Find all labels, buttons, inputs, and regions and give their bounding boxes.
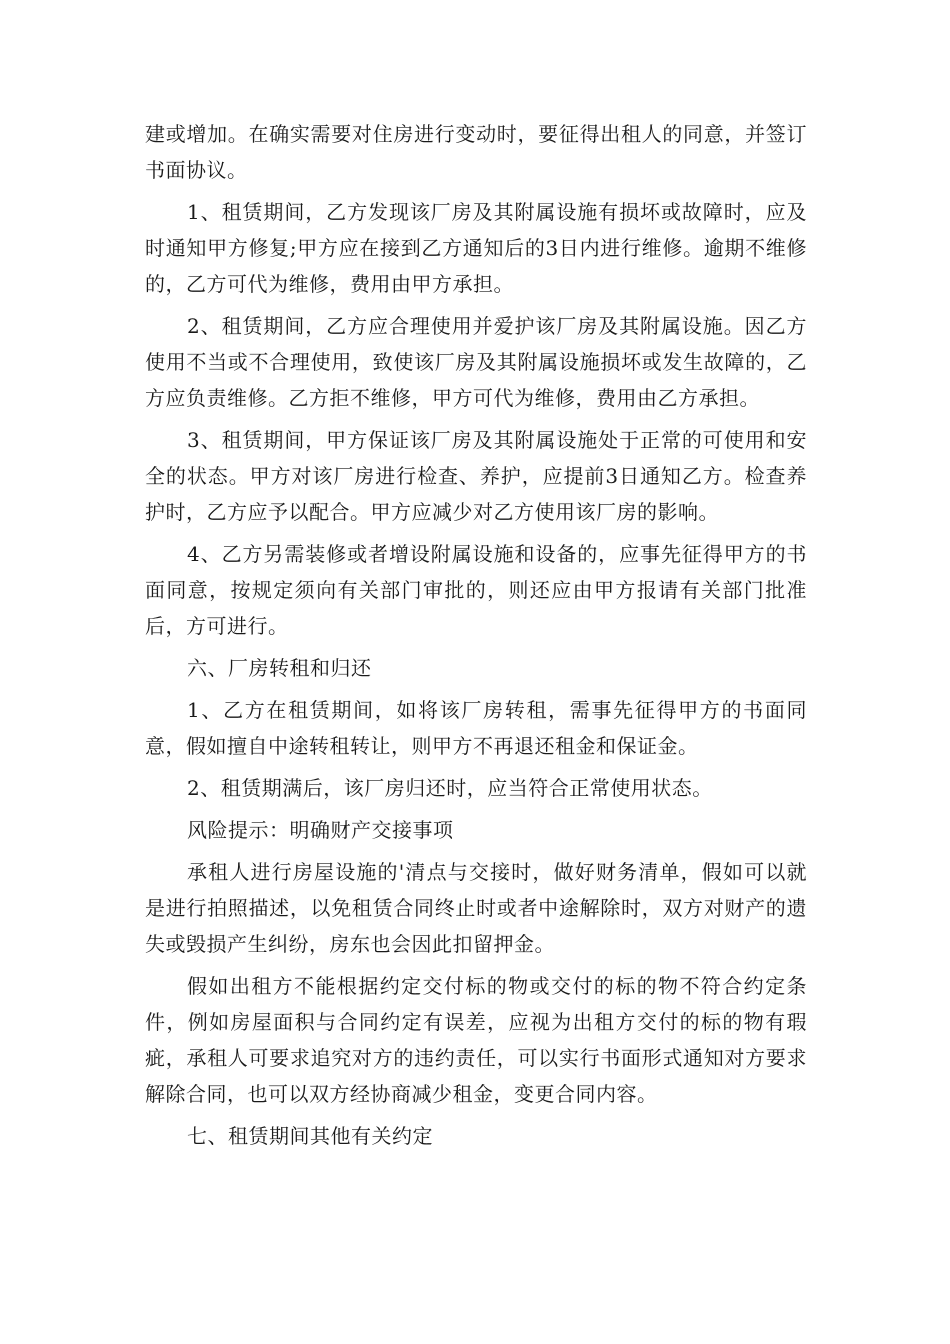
section-heading-6: 六、厂房转租和归还 — [187, 656, 372, 680]
paragraph-handover: 承租人进行房屋设施的'清点与交接时，做好财务清单，假如可以就是进行拍照描述，以免租赁合同终止时或者中途解除时，双方对财产的遗失或毁损产生纠纷，房东也会因此扣留押金。 — [145, 860, 807, 956]
paragraph-clause-4: 4、乙方另需装修或者增设附属设施和设备的，应事先征得甲方的书面同意，按规定须向有关部门审批的，则还应由甲方报请有关部门批准后，方可进行。 — [145, 542, 807, 638]
paragraph-continuation: 建或增加。在确实需要对住房进行变动时，要征得出租人的同意，并签订书面协议。 — [145, 122, 807, 182]
paragraph-sublet-1: 1、乙方在租赁期间，如将该厂房转租，需事先征得甲方的书面同意，假如擅自中途转租转让，则甲方不再退还租金和保证金。 — [145, 698, 807, 758]
risk-tip-heading: 风险提示：明确财产交接事项 — [187, 818, 454, 842]
paragraph-return-2: 2、租赁期满后，该厂房归还时，应当符合正常使用状态。 — [187, 776, 713, 800]
section-heading-7: 七、租赁期间其他有关约定 — [187, 1124, 433, 1148]
paragraph-clause-3: 3、租赁期间，甲方保证该厂房及其附属设施处于正常的可使用和安全的状态。甲方对该厂房进行检查、养护，应提前3日通知乙方。检查养护时，乙方应予以配合。甲方应减少对乙方使用该厂房的影响。 — [145, 428, 807, 524]
paragraph-clause-1: 1、租赁期间，乙方发现该厂房及其附属设施有损坏或故障时，应及时通知甲方修复;甲方应在接到乙方通知后的3日内进行维修。逾期不维修的，乙方可代为维修，费用由甲方承担。 — [145, 200, 807, 296]
document-page — [145, 116, 807, 1154]
paragraph-defect: 假如出租方不能根据约定交付标的物或交付的标的物不符合约定条件，例如房屋面积与合同约定有误差，应视为出租方交付的标的物有瑕疵，承租人可要求追究对方的违约责任，可以实行书面形式通知对方要求解除合同，也可以双方经协商减少租金，变更合同内容。 — [145, 974, 807, 1106]
paragraph-clause-2: 2、租赁期间，乙方应合理使用并爱护该厂房及其附属设施。因乙方使用不当或不合理使用，致使该厂房及其附属设施损坏或发生故障的，乙方应负责维修。乙方拒不维修，甲方可代为维修，费用由乙方承担。 — [145, 314, 807, 410]
